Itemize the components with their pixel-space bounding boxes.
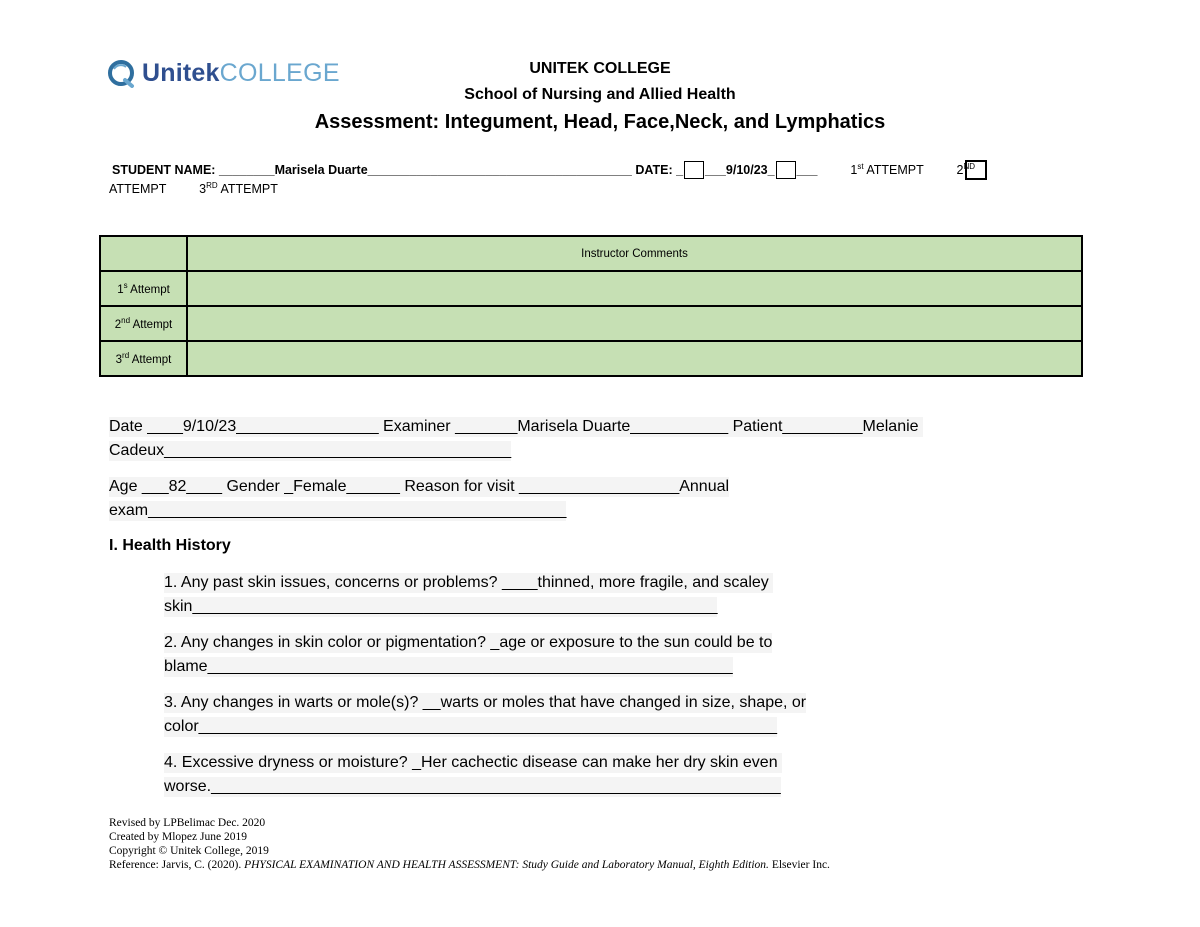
attempt-comment-cell-1[interactable]	[187, 271, 1082, 306]
page-title: Assessment: Integument, Head, Face,Neck, and Lymphatics	[314, 111, 886, 133]
question-3-line-2: color_________________________________________________________________	[164, 718, 778, 735]
attempt-row-3	[100, 341, 1082, 376]
attempt3-label: ATTEMPT	[220, 182, 278, 197]
instructor-comments-table	[99, 235, 1083, 377]
comments-header-row	[100, 236, 1082, 271]
footer-copyright: Copyright © Unitek College, 2019	[109, 845, 269, 857]
attempt1-number: 1	[850, 163, 858, 177]
attempt1-sup: st	[857, 161, 864, 171]
header-blank-cell	[100, 236, 187, 271]
attempt-comment-cell-2[interactable]	[187, 306, 1082, 341]
attempt-row-label	[100, 341, 187, 376]
attempt-row-num: 1	[117, 283, 124, 296]
date-value: 9/10/23	[725, 163, 768, 177]
student-line-2	[109, 181, 278, 196]
date-checkbox-1[interactable]	[684, 161, 704, 179]
footer-revised: Revised by LPBelimac Dec. 2020	[109, 817, 266, 829]
attempt-row-label	[100, 271, 187, 306]
footer-ref-suffix: Elsevier Inc.	[768, 859, 830, 871]
footer-ref-prefix: Reference: Jarvis, C. (2020).	[109, 859, 245, 871]
attempt-row-num: 3	[115, 353, 123, 366]
attempt-row-text: Attempt	[132, 318, 173, 331]
attempt1-label: ATTEMPT	[866, 163, 924, 177]
date-tail: ___	[796, 163, 818, 177]
section-title: I. Health History	[109, 537, 231, 554]
question-1-line-2: skin___________________________________________________________	[164, 598, 718, 615]
student-line	[112, 161, 975, 179]
attempt-row-sup: rd	[122, 351, 130, 361]
question-2-line-2: blame___________________________________________________________	[164, 658, 733, 675]
attempt3-number: 3	[199, 182, 207, 197]
instructor-comments-header: Instructor Comments	[187, 236, 1082, 271]
footer-reference	[109, 858, 830, 872]
footer	[109, 816, 830, 872]
footer-ref-title: PHYSICAL EXAMINATION AND HEALTH ASSESSMENT: Study Guide and Laboratory Manual, Eighth Edition.	[244, 859, 769, 871]
attempt2-label: ATTEMPT	[109, 182, 167, 197]
student-name-value: Marisela Duarte	[274, 163, 368, 177]
student-name-label: STUDENT NAME: ________	[112, 163, 275, 177]
attempt1-checkbox[interactable]	[965, 160, 987, 180]
patient-info-line-4: exam_______________________________________________	[109, 502, 567, 519]
logo-brand-bold: Unitek	[142, 58, 220, 87]
attempt-row-sup: s	[123, 281, 128, 291]
attempt-row-2	[100, 306, 1082, 341]
question-2-line-1: 2. Any changes in skin color or pigmentation? _age or exposure to the sun could be to	[164, 634, 773, 651]
attempt-row-label	[100, 306, 187, 341]
attempt-comment-cell-3[interactable]	[187, 341, 1082, 376]
school-name: School of Nursing and Allied Health	[464, 86, 736, 103]
patient-info-line-3: Age ___82____ Gender _Female______ Reason for visit __________________Annual	[109, 478, 730, 495]
date-checkbox-2[interactable]	[776, 161, 796, 179]
student-name-fill: ______________________________________	[367, 163, 632, 177]
question-3-line-1: 3. Any changes in warts or mole(s)? __warts or moles that have changed in size, shape, or	[164, 694, 807, 711]
date-fill-mid: ___	[705, 163, 726, 177]
attempt-row-text: Attempt	[130, 283, 170, 296]
logo-brand-light: COLLEGE	[219, 58, 340, 87]
attempt-row-1	[100, 271, 1082, 306]
date-fill: _	[767, 163, 775, 177]
attempt-row-num: 2	[114, 318, 122, 331]
college-name: UNITEK COLLEGE	[529, 60, 671, 77]
question-4-line-1: 4. Excessive dryness or moisture? _Her cachectic disease can make her dry skin even	[164, 754, 783, 771]
attempt3-sup: RD	[206, 181, 218, 190]
footer-created: Created by Mlopez June 2019	[109, 831, 247, 843]
patient-info-line-2: Cadeux_______________________________________	[109, 442, 512, 459]
attempt-row-text: Attempt	[131, 353, 172, 366]
date-label: DATE: _	[635, 163, 684, 177]
question-1-line-1: 1. Any past skin issues, concerns or problems? ____thinned, more fragile, and scaley	[164, 574, 774, 591]
attempt-row-sup: nd	[121, 316, 131, 326]
attempt2-sup: ND	[963, 161, 976, 171]
patient-info-line-1: Date ____9/10/23________________ Examiner _______Marisela Duarte___________ Patient_________Melanie	[109, 418, 923, 435]
attempt2-number: 2	[956, 163, 964, 177]
question-4-line-2: worse.________________________________________________________________	[164, 778, 781, 795]
